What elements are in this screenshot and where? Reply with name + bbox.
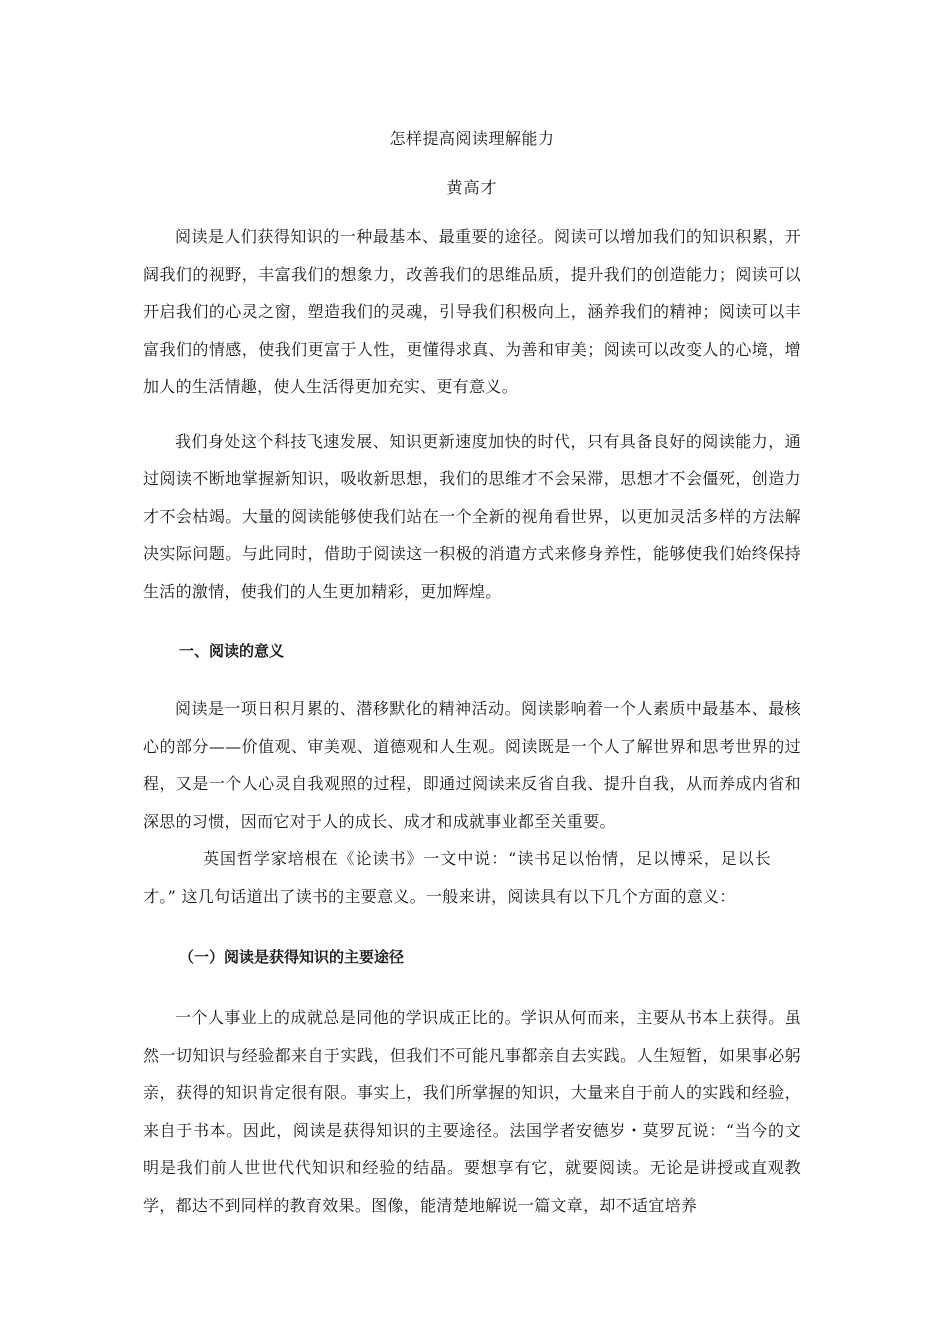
paragraph-intro-1: 阅读是人们获得知识的一种最基本、最重要的途径。阅读可以增加我们的知识积累，开阔我们的视野，丰富我们的想象力，改善我们的思维品质，提升我们的创造能力；阅读可以开启我们的心灵之窗，塑造我们的灵魂，引导我们积极向上，涵养我们的精神；阅读可以丰富我们的情感，使我们更富于人性，更懂得求真、为善和审美；阅读可以改变人的心境，增加人的生活情趣，使人生活得更加充实、更有意义。 [143,227,801,396]
document-page [143,120,801,1224]
paragraph-knowledge-1: 一个人事业上的成就总是同他的学识成正比的。学识从何而来，主要从书本上获得。虽然一切知识与经验都来自于实践，但我们不可能凡事都亲自去实践。人生短暂，如果事必躬亲，获得的知识肯定很有限。事实上，我们所掌握的知识，大量来自于前人的实践和经验，来自于书本。因此，阅读是获得知识的主要途径。法国学者安德岁・莫罗瓦说：“当今的文明是我们前人世世代代知识和经验的结晶。要想享有它，就要阅读。无论是讲授或直观教学，都达不到同样的教育效果。图像，能清楚地解说一篇文章，却不适宜培养 [143,1008,801,1215]
document-author: 黄高才 [446,178,498,197]
subsection-heading-knowledge: （一）阅读是获得知识的主要途径 [179,948,405,966]
paragraph-meaning-2: 英国哲学家培根在《论读书》一文中说：“读书足以怡情，足以博采，足以长才。” 这几句话道出了读书的主要意义。一般来讲，阅读具有以下几个方面的意义： [143,849,771,906]
document-title: 怎样提高阅读理解能力 [389,129,555,148]
paragraph-intro-2: 我们身处这个科技飞速发展、知识更新速度加快的时代，只有具备良好的阅读能力，通过阅读不断地掌握新知识，吸收新思想，我们的思维才不会呆滞，思想才不会僵死，创造力才不会枯竭。大量的阅读能够使我们站在一个全新的视角看世界，以更加灵活多样的方法解决实际问题。与此同时，借助于阅读这一积极的消遣方式来修身养性，能够使我们始终保持生活的激情，使我们的人生更加精彩，更加辉煌。 [143,431,801,601]
paragraph-meaning-1: 阅读是一项日积月累的、潜移默化的精神活动。阅读影响着一个人素质中最基本、最核心的部分——价值观、审美观、道德观和人生观。阅读既是一个人了解世界和思考世界的过程，又是一个人心灵自我观照的过程，即通过阅读来反省自我、提升自我，从而养成内省和深思的习惯，因而它对于人的成长、成才和成就事业都至关重要。 [143,699,801,831]
section-heading-meaning: 一、阅读的意义 [179,642,285,660]
